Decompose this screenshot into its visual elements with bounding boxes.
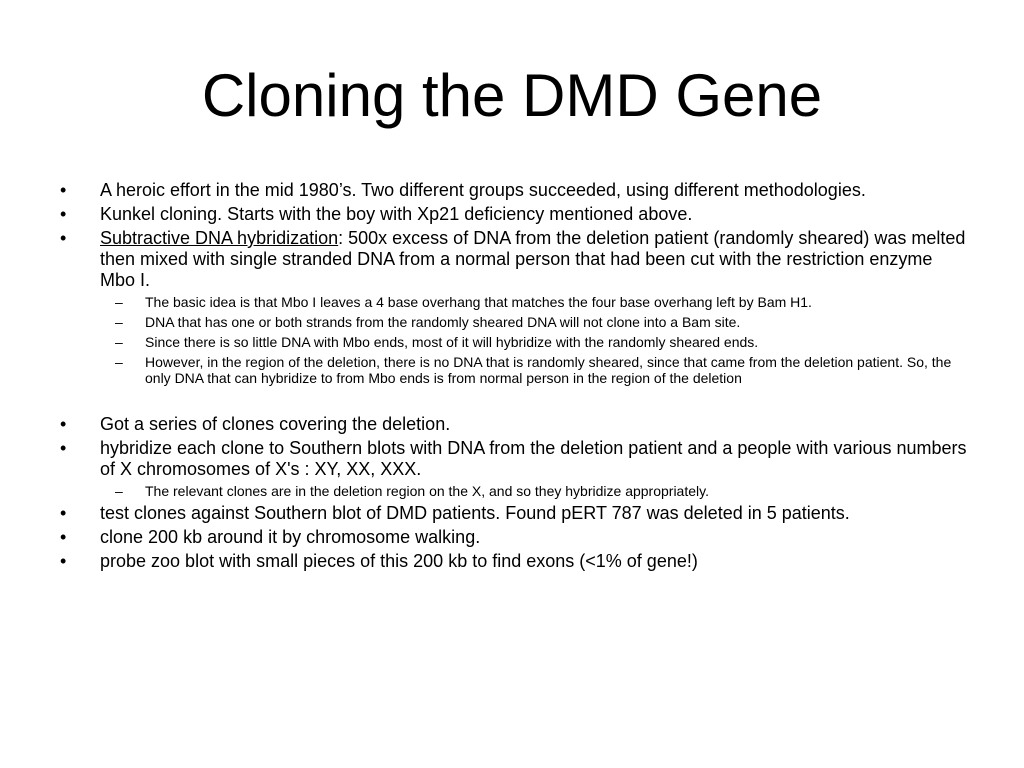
sub-bullet-text: Since there is so little DNA with Mbo ends, most of it will hybridize with the randomly sheared ends. bbox=[145, 334, 759, 350]
bullet-item bbox=[60, 180, 970, 201]
sub-bullet-marker: – bbox=[115, 483, 123, 499]
sub-bullet-marker: – bbox=[115, 354, 123, 370]
bullet-list bbox=[60, 180, 970, 575]
bullet-item bbox=[60, 414, 970, 435]
bullet-text: probe zoo blot with small pieces of this 200 kb to find exons (<1% of gene!) bbox=[100, 551, 698, 571]
underlined-term: Subtractive DNA hybridization bbox=[100, 228, 339, 248]
bullet-text: A heroic effort in the mid 1980’s. Two different groups succeeded, using different methodologies. bbox=[100, 180, 866, 200]
bullet-text: : 500x excess of DNA from the deletion patient (randomly sheared) was melted then mixed with single stranded DNA from a normal person that had been cut with the restriction enzyme Mbo I. bbox=[100, 228, 966, 290]
sub-bullet-text: DNA that has one or both strands from the randomly sheared DNA will not clone into a Bam site. bbox=[145, 314, 741, 330]
bullet-item bbox=[60, 228, 970, 411]
bullet-marker: • bbox=[60, 414, 67, 434]
sub-bullet-marker: – bbox=[115, 334, 123, 350]
bullet-item bbox=[60, 438, 970, 499]
sub-bullet-item bbox=[100, 294, 970, 310]
bullet-marker: • bbox=[60, 180, 67, 200]
sub-bullet-item bbox=[100, 354, 970, 386]
bullet-text: Got a series of clones covering the deletion. bbox=[100, 414, 451, 434]
bullet-marker: • bbox=[60, 228, 67, 248]
bullet-item bbox=[60, 551, 970, 572]
bullet-marker: • bbox=[60, 438, 67, 458]
sub-bullet-item bbox=[100, 334, 970, 350]
bullet-marker: • bbox=[60, 527, 67, 547]
bullet-text: hybridize each clone to Southern blots with DNA from the deletion patient and a people with various numbers of X chromosomes of X's : XY, XX, XXX. bbox=[100, 438, 967, 479]
bullet-text: Kunkel cloning. Starts with the boy with Xp21 deficiency mentioned above. bbox=[100, 204, 693, 224]
bullet-marker: • bbox=[60, 551, 67, 571]
sub-bullet-marker: – bbox=[115, 314, 123, 330]
spacer bbox=[100, 390, 970, 411]
sub-bullet-text: However, in the region of the deletion, there is no DNA that is randomly sheared, since that came from the deletion patient. So, the only DNA that can hybridize to from Mbo ends is from normal person in the region of the deletion bbox=[145, 354, 952, 386]
slide-title: Cloning the DMD Gene bbox=[201, 62, 823, 129]
sub-bullet-list bbox=[100, 483, 970, 499]
sub-bullet-item bbox=[100, 483, 970, 499]
bullet-marker: • bbox=[60, 204, 67, 224]
bullet-item bbox=[60, 503, 970, 524]
bullet-item bbox=[60, 527, 970, 548]
sub-bullet-marker: – bbox=[115, 294, 123, 310]
bullet-marker: • bbox=[60, 503, 67, 523]
sub-bullet-text: The relevant clones are in the deletion region on the X, and so they hybridize appropriately. bbox=[145, 483, 709, 499]
sub-bullet-text: The basic idea is that Mbo I leaves a 4 base overhang that matches the four base overhang left by Bam H1. bbox=[145, 294, 812, 310]
sub-bullet-item bbox=[100, 314, 970, 330]
bullet-item bbox=[60, 204, 970, 225]
sub-bullet-list bbox=[100, 294, 970, 386]
bullet-text: clone 200 kb around it by chromosome walking. bbox=[100, 527, 481, 547]
bullet-text: test clones against Southern blot of DMD patients. Found pERT 787 was deleted in 5 patients. bbox=[100, 503, 850, 523]
